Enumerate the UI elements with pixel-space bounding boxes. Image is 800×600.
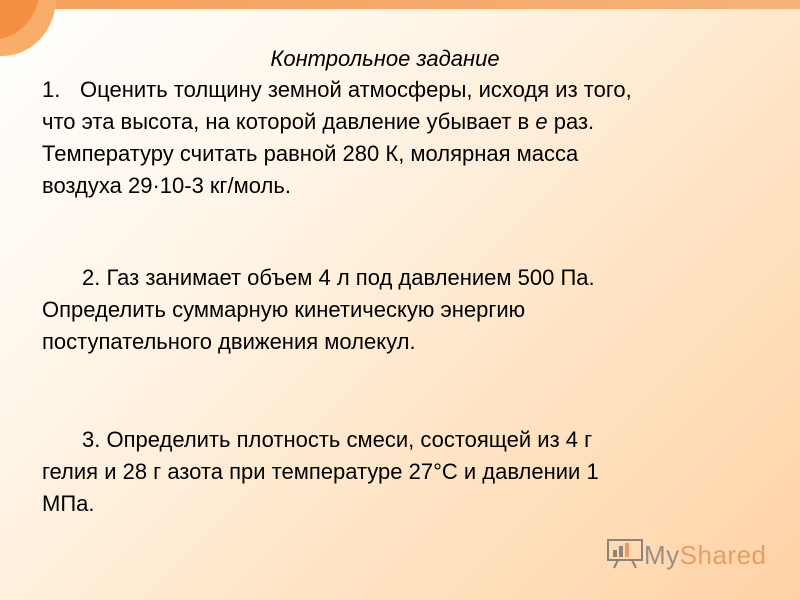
watermark-text: MyShared: [644, 540, 767, 570]
task-3-line-1: 3. Определить плотность смеси, состоящей из 4 г: [82, 427, 593, 452]
task-1-line-3: Температуру считать равной 280 К, молярная масса: [42, 141, 579, 166]
task-3-line-3: МПа.: [42, 491, 95, 516]
projector-screen-icon: [606, 537, 644, 574]
task-1-number: 1.: [42, 77, 61, 102]
task-1: [42, 74, 764, 202]
task-1-line-4: воздуха 29·10-3 кг/моль.: [42, 173, 291, 198]
task-2: [42, 262, 764, 358]
top-accent-bar: [0, 0, 800, 9]
task-2-line-2: Определить суммарную кинетическую энергию: [42, 297, 526, 322]
task-1-line-1: 1. Оценить толщину земной атмосферы, исходя из того,: [42, 74, 764, 106]
task-2-number: 2.: [82, 265, 101, 290]
task-2-line-1: 2. Газ занимает объем 4 л под давлением 500 Па.: [82, 265, 595, 290]
task-3: [42, 424, 764, 520]
task-1-e-symbol: е: [535, 109, 548, 134]
task-1-line-2: что эта высота, на которой давление убывает в е раз.: [42, 109, 595, 134]
task-3-line-2: гелия и 28 г азота при температуре 27°С и давлении 1: [42, 459, 599, 484]
task-3-number: 3.: [82, 427, 101, 452]
slide-title: Контрольное задание: [270, 46, 500, 71]
myshared-watermark: [606, 537, 767, 574]
task-2-line-3: поступательного движения молекул.: [42, 329, 416, 354]
